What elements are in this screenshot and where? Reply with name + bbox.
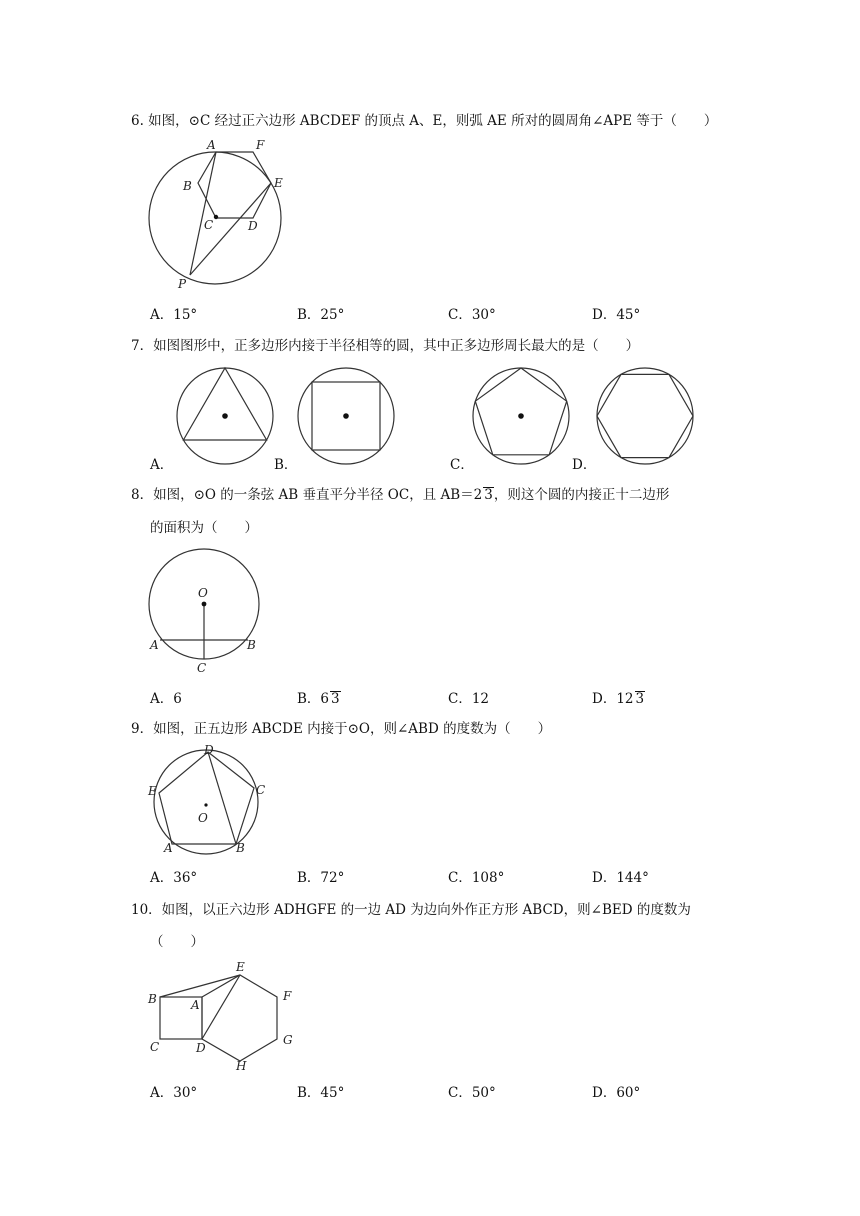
q10-options [150,1081,790,1101]
q7-figure-square [296,363,402,469]
q8-label-c: C [197,661,207,675]
q10-label-g: G [283,1033,293,1047]
q6-label-a: A [207,138,216,152]
q10-label-c: C [150,1040,160,1054]
q10-option-c[interactable]: C．50° [448,1085,496,1101]
q6-label-b: B [183,179,192,193]
q8-text-b: ，则这个圆的内接正十二边形 [493,487,670,503]
q8-options [150,687,790,707]
q10-text-a: 10．如图，以正六边形 ADHGFE 的一边 AD 为边向外作正方形 ABCD，则∠BED 的度数为 [131,902,691,918]
q6-label-p: P [178,277,187,291]
q6-line-ep [190,183,271,275]
q8-label-a: A [150,638,159,652]
q10-option-d[interactable]: D．60° [592,1085,641,1101]
q6-label-d: D [248,219,258,233]
q6-label-e: E [274,176,283,190]
q10-option-b[interactable]: B．45° [297,1085,345,1101]
q10-figure [145,958,305,1073]
q7-figure-pentagon [470,363,576,469]
q6-option-d[interactable]: D．45° [592,307,641,323]
q9-option-b[interactable]: B．72° [297,870,345,886]
q9-figure [140,742,270,857]
q10-label-a: A [191,998,200,1012]
q8-option-a[interactable]: A．6 [150,691,182,707]
q9-label-o: O [198,811,208,825]
q8-text-c: 的面积为（ ） [150,520,258,536]
q6-label-f: F [256,138,265,152]
q6-center-dot [214,215,218,219]
q8-label-b: B [247,638,256,652]
q6-text: 6. 如图，⊙C 经过正六边形 ABCDEF 的顶点 A、E，则弧 AE 所对的圆周角∠APE 等于（ ） [131,113,718,129]
q10-text-b: （ ） [150,934,204,950]
q6-option-c[interactable]: C．30° [448,307,496,323]
q10-label-h: H [236,1059,247,1073]
q9-label-c: C [256,783,266,797]
q10-label-b: B [148,992,157,1006]
q9-label-b: B [236,841,245,855]
q10-option-a[interactable]: A．30° [150,1085,198,1101]
q9-label-a: A [164,841,173,855]
q10-label-e: E [236,960,245,974]
q8-text-line1 [131,485,669,505]
q8-text-a: 8．如图，⊙O 的一条弦 AB 垂直平分半径 OC，且 AB＝2 [131,487,483,503]
q6-option-a[interactable]: A．15° [150,307,198,323]
q6-line-ap [190,152,216,275]
q6-option-b[interactable]: B．25° [297,307,345,323]
q10-label-f: F [283,989,292,1003]
q7-figure-hexagon [594,363,700,469]
q10-label-d: D [196,1041,206,1055]
q7-label-b[interactable]: B． [274,457,298,473]
q6-options [150,303,790,323]
q6-label-c: C [204,218,214,232]
q9-option-c[interactable]: C．108° [448,870,505,886]
q8-option-d[interactable]: D．12 3 [592,691,645,707]
q9-text: 9．如图，正五边形 ABCDE 内接于⊙O，则∠ABD 的度数为（ ） [131,721,552,737]
q8-option-c[interactable]: C．12 [448,691,490,707]
q9-option-d[interactable]: D．144° [592,870,649,886]
q7-figure-triangle [172,363,278,469]
q9-label-e: E [148,784,157,798]
q8-text-root: 3 [484,487,493,503]
q8-figure [140,580,270,680]
q7-text: 7．如图图形中，正多边形内接于半径相等的圆，其中正多边形周长最大的是（ ） [131,338,640,354]
q6-figure [140,135,300,295]
q7-label-d[interactable]: D． [572,457,597,473]
q8-option-b[interactable]: B．6 3 [297,691,340,707]
q8-label-o: O [198,586,208,600]
q9-options [150,866,790,886]
q7-label-a[interactable]: A． [150,457,174,473]
q7-label-c[interactable]: C． [450,457,474,473]
q9-label-d: D [204,743,214,757]
q9-option-a[interactable]: A．36° [150,870,198,886]
